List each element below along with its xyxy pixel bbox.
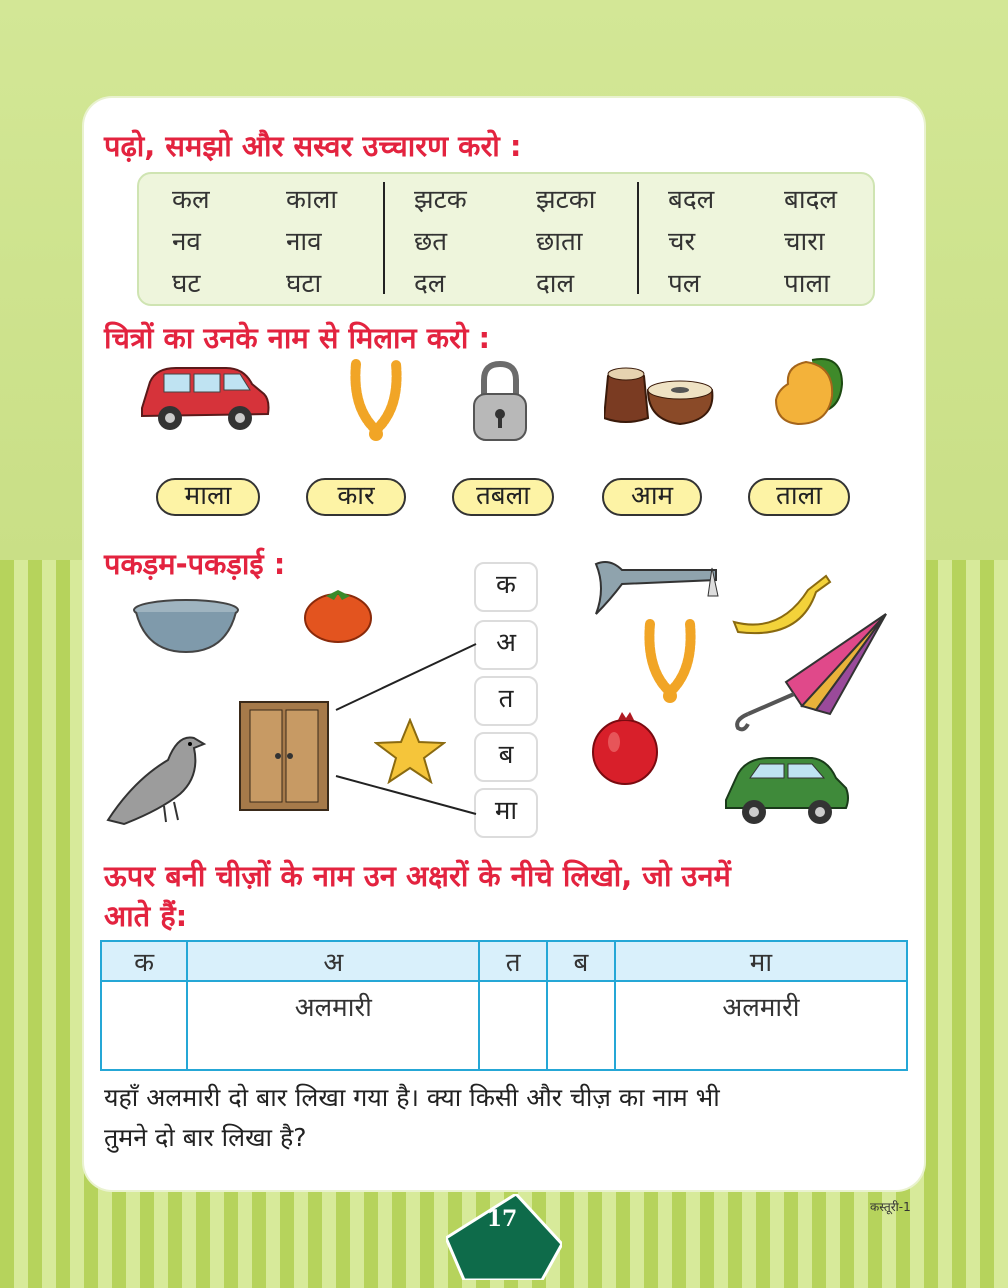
word: बादल <box>784 185 838 215</box>
star-picture <box>374 718 446 784</box>
word: छाता <box>536 227 583 257</box>
column-divider <box>383 182 385 294</box>
word: छत <box>414 227 448 257</box>
word: कल <box>172 185 210 215</box>
letter-box: क <box>474 562 538 612</box>
trumpet-picture <box>592 556 722 624</box>
table-cell[interactable] <box>101 981 187 1070</box>
book-label: कस्तूरी-1 <box>870 1200 911 1214</box>
almirah-picture <box>238 700 330 812</box>
word: पल <box>668 269 701 299</box>
question-text <box>104 1078 884 1158</box>
word: झटका <box>536 185 596 215</box>
garland-picture <box>642 618 698 706</box>
question-line: तुमने दो बार लिखा है? <box>104 1123 307 1152</box>
heading-match: चित्रों का उनके नाम से मिलान करो : <box>104 321 491 355</box>
word: नव <box>172 227 201 257</box>
heading-catch: पकड़म-पकड़ाई : <box>104 547 286 581</box>
pomegranate-picture <box>590 710 660 792</box>
word: दाल <box>536 269 575 299</box>
word: घट <box>172 269 201 299</box>
umbrella-picture <box>730 610 890 734</box>
table-cell[interactable]: अलमारी <box>615 981 907 1070</box>
table-header-row <box>101 941 907 981</box>
car-picture <box>136 360 272 436</box>
heading-write-line2: आते हैं: <box>104 899 188 933</box>
heading-read: पढ़ो, समझो और सस्वर उच्चारण करो : <box>104 129 522 163</box>
letter-table <box>100 940 908 1071</box>
word: पाला <box>784 269 830 299</box>
table-header: त <box>479 941 547 981</box>
letter-box: ब <box>474 732 538 782</box>
letter-box: त <box>474 676 538 726</box>
word: झटक <box>414 185 467 215</box>
table-cell[interactable] <box>547 981 615 1070</box>
question-line: यहाँ अलमारी दो बार लिखा गया है। क्या किसी और चीज़ का नाम भी <box>104 1083 720 1112</box>
table-header: अ <box>187 941 479 981</box>
table-header: क <box>101 941 187 981</box>
tabla-picture <box>604 362 716 428</box>
table-row <box>101 981 907 1070</box>
word: चारा <box>784 227 825 257</box>
tomato-picture <box>302 582 374 644</box>
table-cell[interactable]: अलमारी <box>187 981 479 1070</box>
table-header: मा <box>615 941 907 981</box>
car-picture <box>720 748 850 830</box>
word: दल <box>414 269 446 299</box>
label-pill: ताला <box>748 478 850 516</box>
word: नाव <box>286 227 322 257</box>
letter-box: मा <box>474 788 538 838</box>
label-pill: कार <box>306 478 406 516</box>
garland-picture <box>348 358 404 444</box>
label-pill: आम <box>602 478 702 516</box>
basin-picture <box>132 598 240 656</box>
letter-box: अ <box>474 620 538 670</box>
padlock-picture <box>470 360 530 444</box>
table-header: ब <box>547 941 615 981</box>
word: बदल <box>668 185 715 215</box>
word: चर <box>668 227 696 257</box>
word: काला <box>286 185 338 215</box>
word-list-box <box>137 172 875 306</box>
label-pill: माला <box>156 478 260 516</box>
heading-write-line1: ऊपर बनी चीज़ों के नाम उन अक्षरों के नीचे लिखो, जो उनमें <box>104 859 731 893</box>
word: घटा <box>286 269 322 299</box>
column-divider <box>637 182 639 294</box>
page-number: 17 <box>486 1206 518 1232</box>
bird-picture <box>104 720 208 830</box>
label-pill: तबला <box>452 478 554 516</box>
table-cell[interactable] <box>479 981 547 1070</box>
mango-picture <box>772 350 846 428</box>
